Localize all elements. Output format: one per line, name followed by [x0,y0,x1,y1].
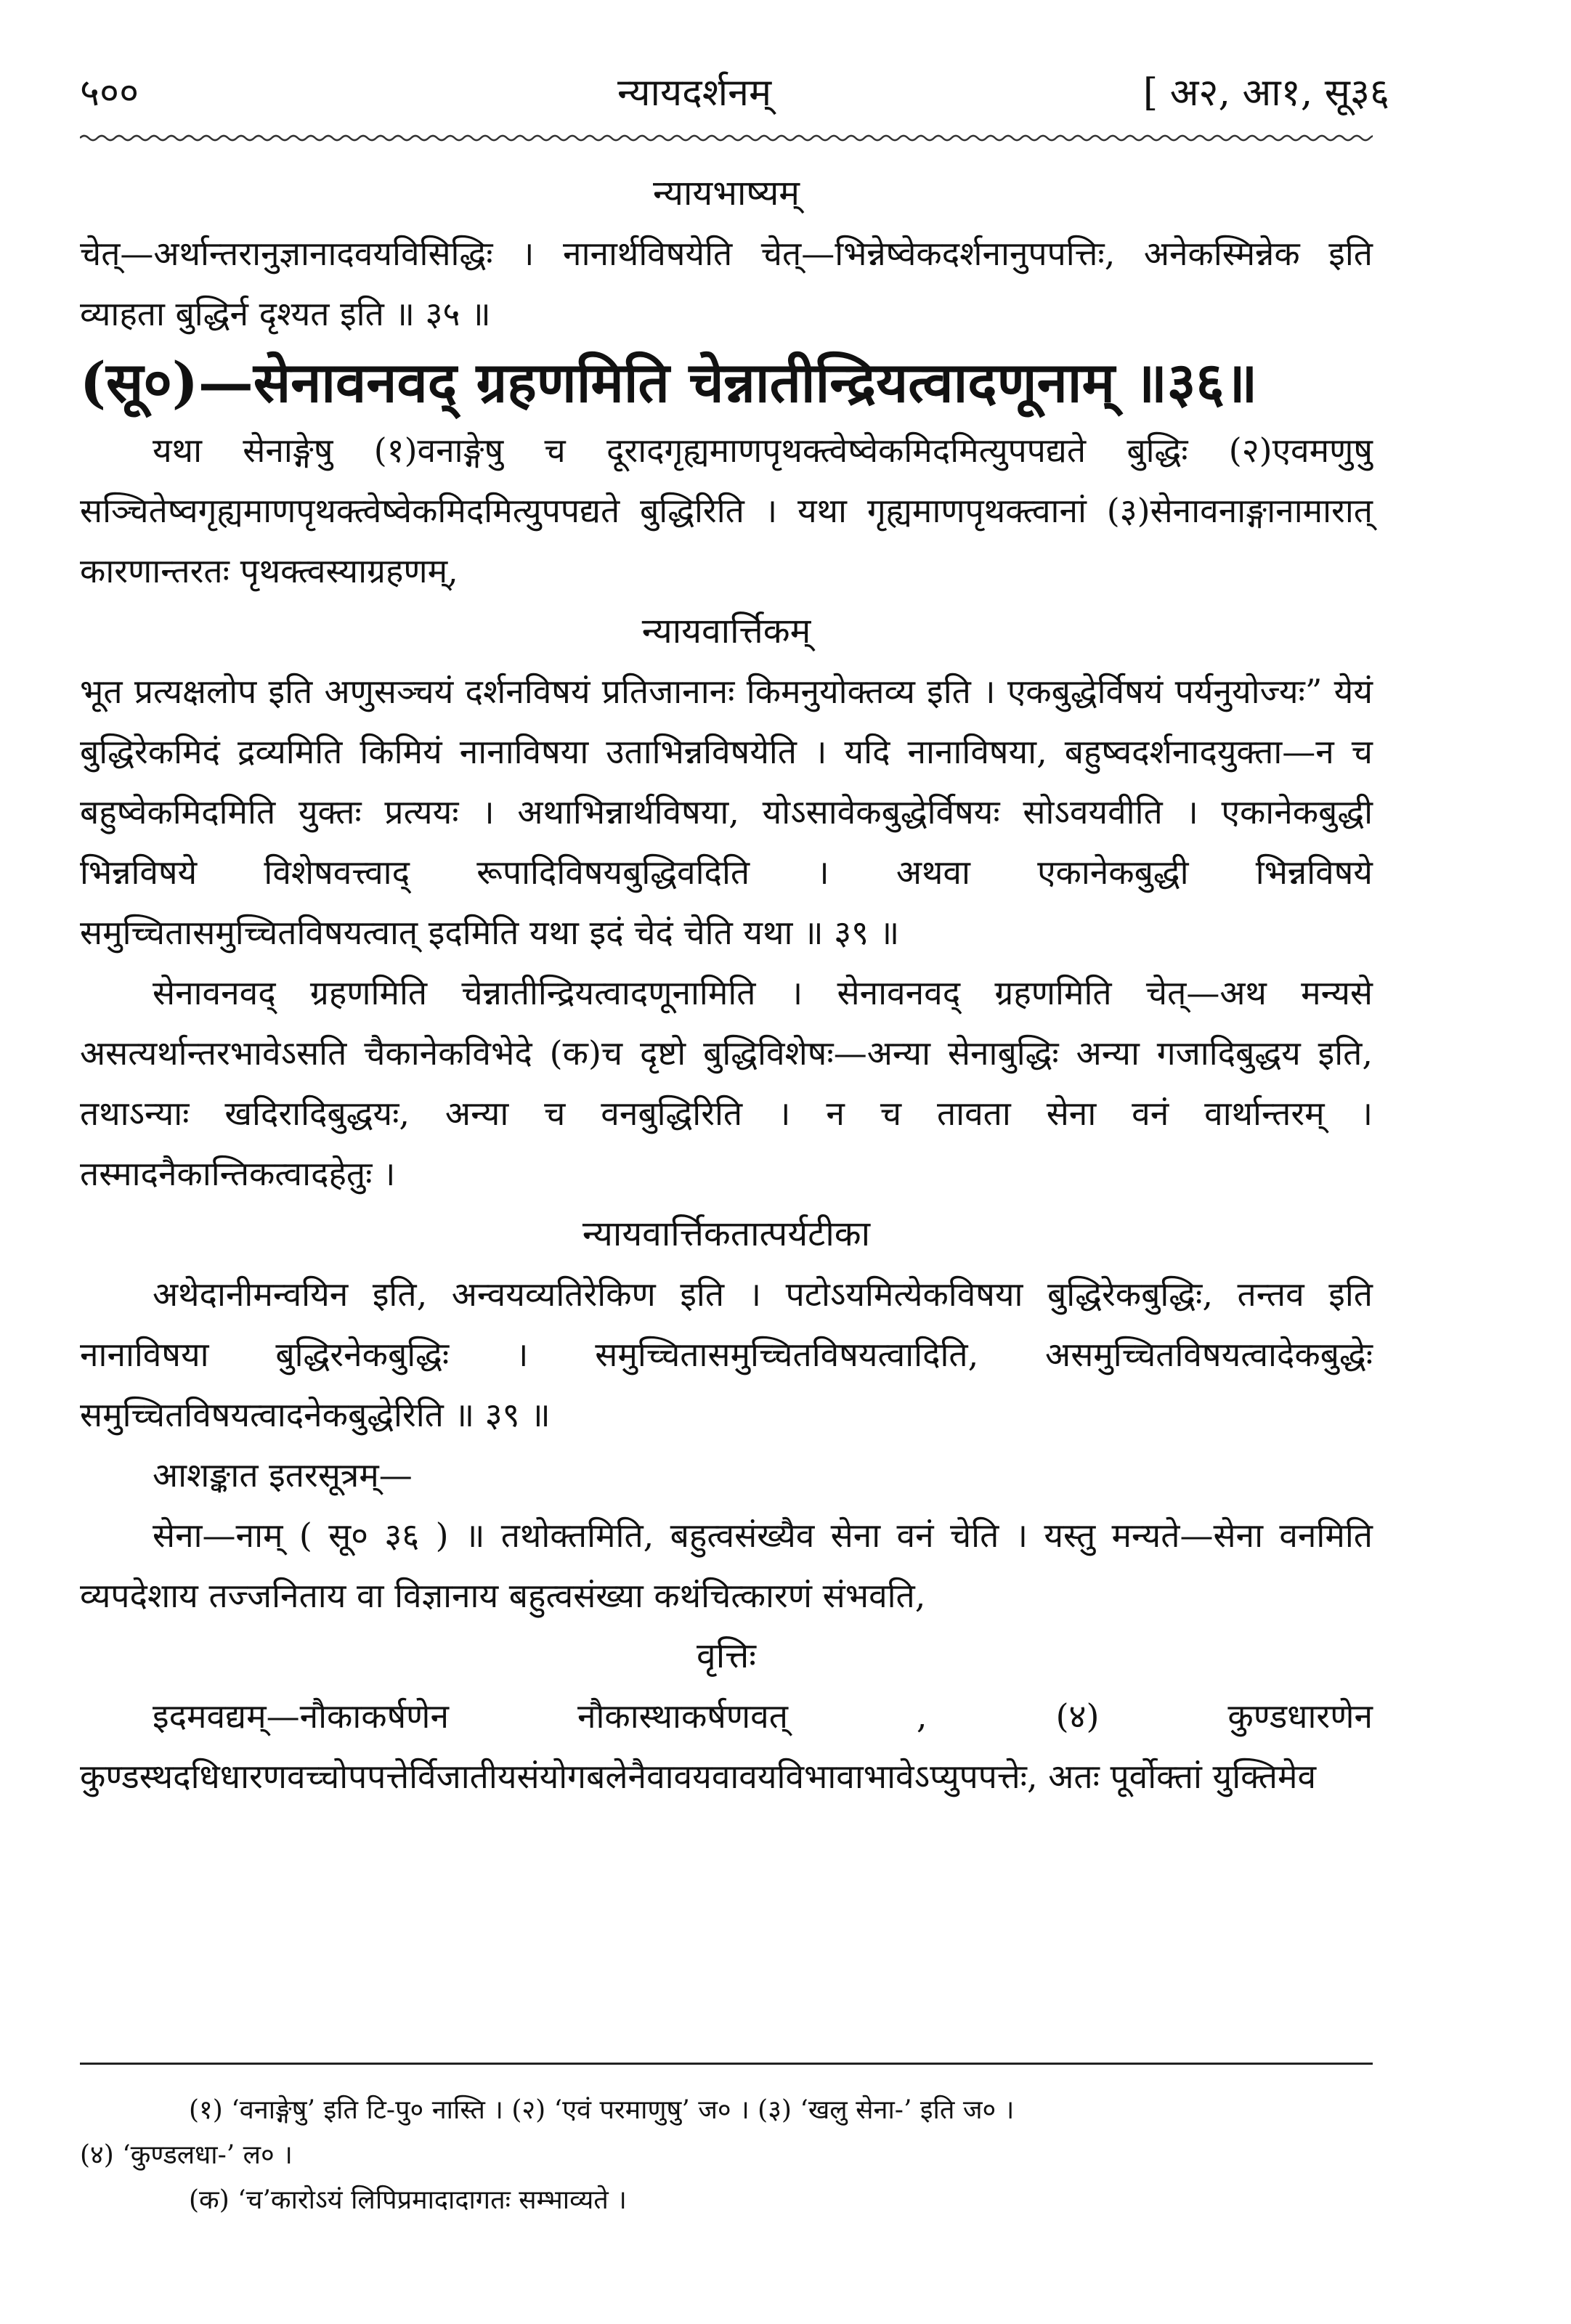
vartika-text: भूत प्रत्यक्षलोप इति अणुसञ्चयं दर्शनविषयं प्रतिजानानः किमनुयोक्तव्य इति । एकबुद्धेर्विषयं पर्यनुयोज्यः” येयं बुद्धिरेकमिदं द्रव्यमिति किमियं नानाविषया उताभिन्नविषयेति । यदि नानाविषया, बहुष्वदर्शनादयुक्ता—न च बहुष्वेकमिदमिति युक्तः प्रत्ययः । अथाभिन्नार्थविषया, योऽसावेकबुद्धेर्विषयः सोऽवयवीति । एकानेकबुद्धी भिन्नविषये विशेषवत्त्वाद् रूपादिविषयबुद्धिवदिति । अथवा एकानेकबुद्धी भिन्नविषये समुच्चितासमुच्चितविषयत्वात् इदमिति यथा इदं चेदं चेति यथा ॥ ३९ ॥ [80,672,1373,952]
running-title: न्यायदर्शनम् [617,71,772,115]
bhashya-text: चेत्—अर्थान्तरानुज्ञानादवयविसिद्धिः । नानार्थविषयेति चेत्—भिन्नेष्वेकदर्शनानुपपत्तिः, अनेकस्मिन्नेक इति व्याहता बुद्धिर्न दृश्यत इति ॥ ३५ ॥ [80,234,1373,333]
vartika-paragraph-2: सेनावनवद् ग्रहणमिति चेन्नातीन्द्रियत्वादणूनामिति । सेनावनवद् ग्रहणमिति चेत्—अथ मन्यसे असत्यर्थान्तरभावेऽसति चैकानेकविभेदे (क)च दृष्टो बुद्धिविशेषः—अन्या सेनाबुद्धिः अन्या गजादिबुद्धय इति, तथाऽन्याः खदिरादिबुद्धयः, अन्या च वनबुद्धिरिति । न च तावता सेना वनं वार्थान्तरम् । तस्मादनैकान्तिकत्वादहेतुः । [80,973,1373,1193]
wavy-divider [80,132,1373,144]
bhashya-heading: न्यायभाष्यम् [652,173,800,214]
footnote-line-2: (४) ‘कुण्डलधा-’ ल० । [80,2140,293,2170]
tatparya-text: अथेदानीमन्वयिन इति, अन्वयव्यतिरेकिण इति । पटोऽयमित्येकविषया बुद्धिरेकबुद्धिः, तन्तव इति नानाविषया बुद्धिरनेकबुद्धिः । समुच्चितासमुच्चितविषयत्वादिति, असमुच्चितविषयत्वादेकबुद्धेः समुच्चितविषयत्वादनेकबुद्धेरिति ॥ ३९ ॥ [80,1275,1373,1434]
bhashya-paragraph: यथा सेनाङ्गेषु (१)वनाङ्गेषु च दूरादगृह्यमाणपृथक्त्वेष्वेकमिदमित्युपपद्यते बुद्धिः (२)एवमणुषु सञ्चितेष्वगृह्यमाणपृथक्त्वेष्वेकमिदमित्युपपद्यते बुद्धिरिति । यथा गृह्यमाणपृथक्त्वानां (३)सेनावनाङ्गानामारात् कारणान्तरतः पृथक्त्वस्याग्रहणम्, [80,431,1373,590]
main-text [80,163,1373,1807]
tatparya-paragraph-2: सेना—नाम् ( सू० ३६ ) ॥ तथोक्तमिति, बहुत्वसंख्यैव सेना वनं चेति । यस्तु मन्यते—सेना वनमिति व्यपदेशाय तज्जनिताय वा विज्ञानाय बहुत्वसंख्या कथंचित्कारणं संभवति, [80,1516,1373,1615]
footnote-line-1: (१) ‘वनाङ्गेषु’ इति टि-पु० नास्ति । (२) ‘एवं परमाणुषु’ ज० । (३) ‘खलु सेना-’ इति ज० । [189,2095,1015,2125]
footnote-line-3: (क) ‘च’कारोऽयं लिपिप्रमादादागतः सम्भाव्यते । [189,2185,627,2215]
sutra-36: (सू०)—सेनावनवद् ग्रहणमिति चेन्नातीन्द्रियत्वादणूनाम् ॥३६॥ [80,350,1258,415]
running-header [80,65,1389,131]
page-number: ५०० [80,71,139,115]
sutra-reference: [ अ२, आ१, सू३६ [1142,71,1389,115]
tatparya-heading: न्यायवार्त्तिकतात्पर्यटीका [582,1214,871,1254]
footnotes [80,2088,1373,2223]
vritti-text: इदमवद्यम्—नौकाकर्षणेन नौकास्थाकर्षणवत् , (४) कुण्डधारणेन कुण्डस्थदधिधारणवच्चोपपत्तेर्विजातीयसंयोगबलेनैवावयवावयविभावाभावेऽप्युपपत्तेः, अतः पूर्वोक्तां युक्तिमेव [80,1697,1373,1796]
footnote-divider [80,2063,1373,2065]
vritti-heading: वृत्तिः [697,1636,756,1676]
tatparya-intro: आशङ्कात इतरसूत्रम्— [153,1455,413,1495]
vartika-heading: न्यायवार्त्तिकम् [641,611,811,651]
